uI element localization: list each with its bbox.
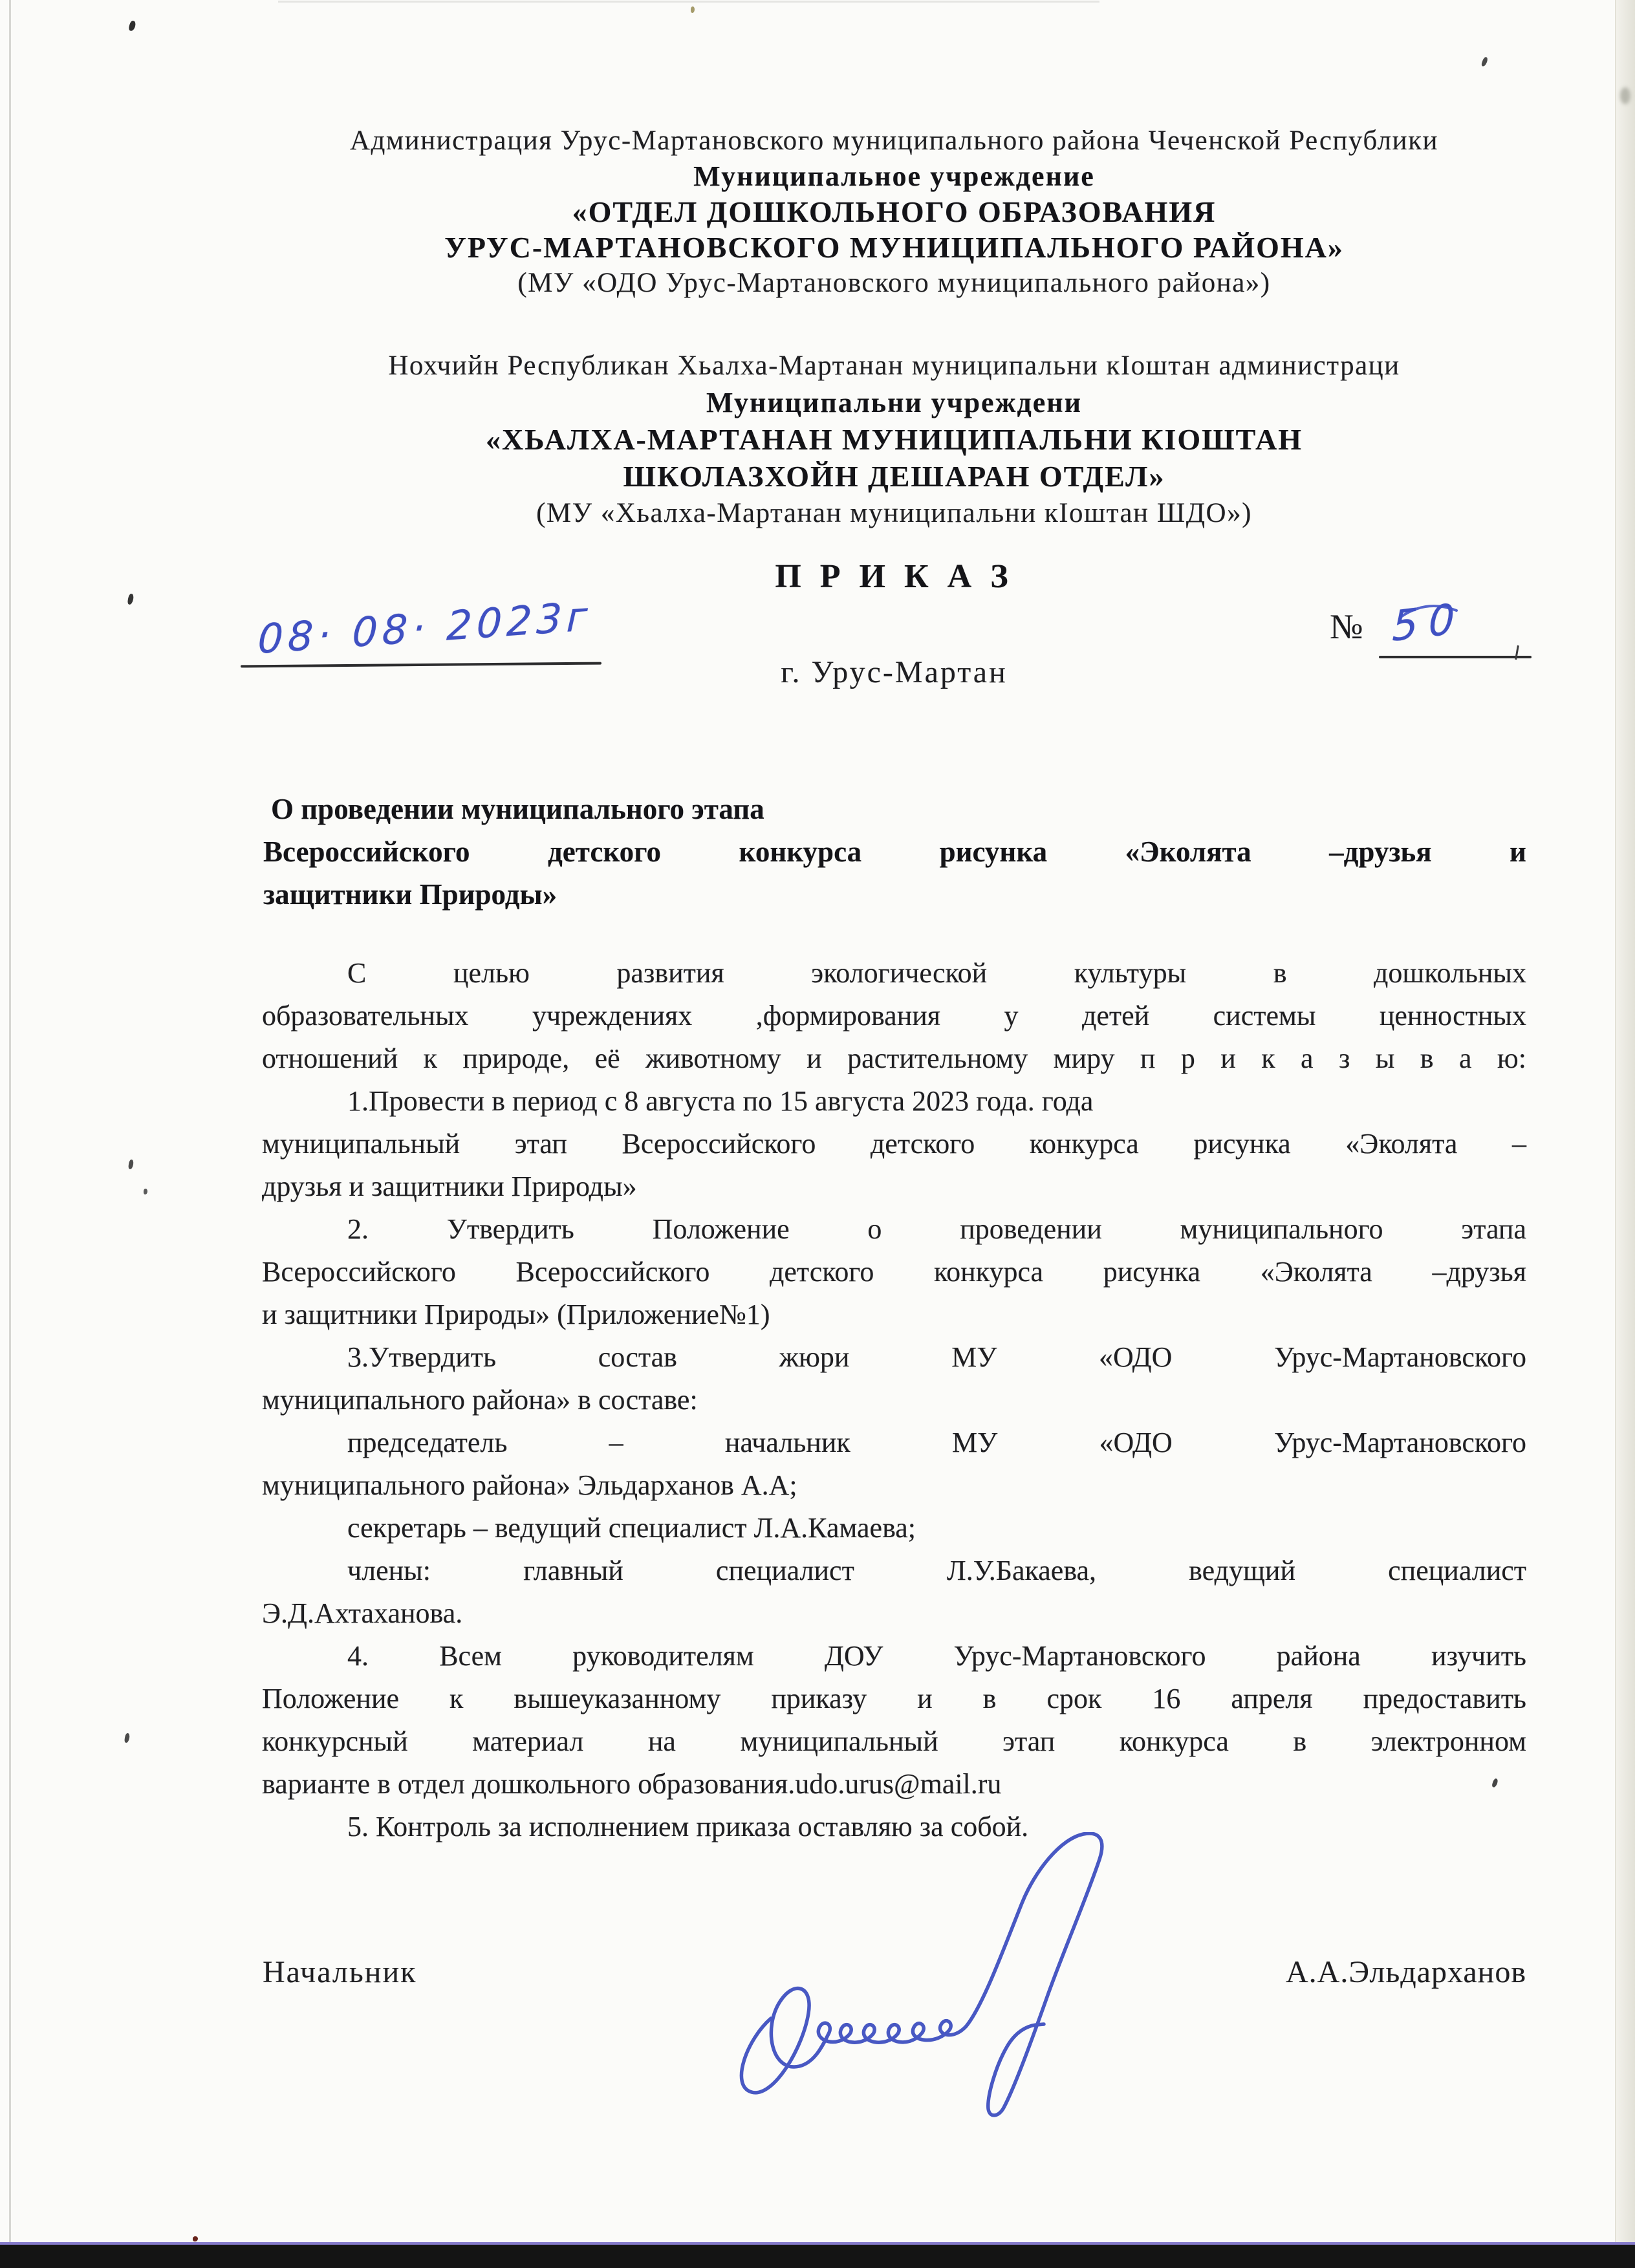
- org-ru-line-5: (МУ «ОДО Урус-Мартановского муниципального района»): [517, 268, 1271, 298]
- scan-speck: [128, 20, 136, 32]
- city-line: г. Урус-Мартан: [781, 655, 1008, 689]
- paper-right-edge: [1615, 0, 1635, 2268]
- org-ru-line-4: УРУС-МАРТАНОВСКОГО МУНИЦИПАЛЬНОГО РАЙОНА»: [444, 231, 1344, 264]
- org-che-line-1: Нохчийн Республикан Хьалха-Мартанан муниципальни кIоштан администраци: [388, 351, 1400, 381]
- org-header-chechen: [262, 347, 1526, 532]
- handwritten-number-overstroke: [1398, 601, 1463, 621]
- org-che-line-4: ШКОЛАЗХОЙН ДЕШАРАН ОТДЕЛ»: [623, 460, 1165, 493]
- scan-speck: [1481, 56, 1489, 67]
- subject-line: защитники Природы»: [263, 878, 558, 911]
- body-line: муниципального района» в составе:: [262, 1384, 698, 1416]
- org-header-russian: [262, 123, 1526, 301]
- subject-block: [263, 788, 1526, 916]
- body-line: образовательных учреждениях ,формирования у детей системы ценностных: [262, 1000, 1526, 1031]
- body-line: 1.Провести в период с 8 августа по 15 августа 2023 года. года: [347, 1085, 1094, 1117]
- handwritten-order-number: 50: [1391, 594, 1466, 652]
- body-line: Э.Д.Ахтаханова.: [262, 1597, 463, 1629]
- body-line: секретарь – ведущий специалист Л.А.Камаева;: [347, 1512, 916, 1544]
- order-body: [262, 952, 1526, 1848]
- scan-speck: [127, 593, 135, 605]
- scanner-bottom-band: [0, 2245, 1635, 2268]
- handwritten-date: 08· 08· 2023г: [257, 592, 593, 664]
- body-line: 3.Утвердить состав жюри МУ «ОДО Урус-Мартановского: [347, 1341, 1526, 1373]
- signoff-position: Начальник: [263, 1955, 417, 1989]
- subject-line: Всероссийского детского конкурса рисунка «Эколята –друзья и: [263, 836, 1526, 868]
- body-line: С целью развития экологической культуры в дошкольных: [347, 957, 1526, 989]
- number-sign: №: [1330, 607, 1363, 646]
- org-ru-line-2: Муниципальное учреждение: [693, 160, 1095, 192]
- body-line: друзья и защитники Природы»: [262, 1171, 637, 1202]
- org-che-line-3: «ХЬАЛХА-МАРТАНАН МУНИЦИПАЛЬНИ КIОШТАН: [485, 423, 1303, 456]
- scan-speck: [128, 1160, 134, 1170]
- scan-speck: [124, 1733, 130, 1744]
- body-line: 4. Всем руководителям ДОУ Урус-Мартановского района изучить: [347, 1640, 1526, 1672]
- body-line: 2. Утвердить Положение о проведении муниципального этапа: [347, 1213, 1526, 1245]
- body-line: отношений к природе, её животному и растительному миру п р и к а з ы в а ю:: [262, 1042, 1526, 1074]
- subject-line: О проведении муниципального этапа: [271, 793, 764, 825]
- org-ru-line-1: Администрация Урус-Мартановского муниципального района Чеченской Республики: [349, 125, 1439, 156]
- org-che-line-2: Муниципальни учреждени: [706, 387, 1082, 418]
- body-line: члены: главный специалист Л.У.Бакаева, ведущий специалист: [347, 1555, 1526, 1586]
- scanner-top-edge: [278, 1, 1099, 3]
- body-line: варианте в отдел дошкольного образования.udo.urus@mail.ru: [262, 1768, 1002, 1800]
- org-che-line-5: (МУ «Хьалха-Мартанан муниципальни кIоштан ШДО»): [536, 498, 1252, 528]
- body-line: муниципального района» Эльдарханов А.А;: [262, 1469, 797, 1501]
- body-line: Положение к вышеуказанному приказу и в срок 16 апреля предоставить: [262, 1683, 1526, 1714]
- scan-speck: [144, 1189, 147, 1194]
- scan-speck: [691, 6, 695, 13]
- body-line: и защитники Природы» (Приложение№1): [262, 1299, 770, 1330]
- signoff-name: А.А.Эльдарханов: [1286, 1955, 1526, 1989]
- document-title: П Р И К А З: [775, 558, 1013, 595]
- body-line: конкурсный материал на муниципальный этап конкурса в электронном: [262, 1725, 1526, 1757]
- handwritten-signature: [711, 1832, 1112, 2120]
- body-line: 5. Контроль за исполнением приказа оставляю за собой.: [347, 1811, 1029, 1842]
- scan-smudge: [1620, 87, 1630, 104]
- body-line: Всероссийского Всероссийского детского конкурса рисунка «Эколята –друзья: [262, 1256, 1526, 1288]
- org-ru-line-3: «ОТДЕЛ ДОШКОЛЬНОГО ОБРАЗОВАНИЯ: [572, 195, 1217, 228]
- body-line: председатель – начальник МУ «ОДО Урус-Мартановского: [347, 1427, 1526, 1458]
- scanner-left-edge: [9, 0, 11, 2244]
- body-line: муниципальный этап Всероссийского детского конкурса рисунка «Эколята –: [262, 1128, 1526, 1160]
- scan-speck: [193, 2236, 198, 2241]
